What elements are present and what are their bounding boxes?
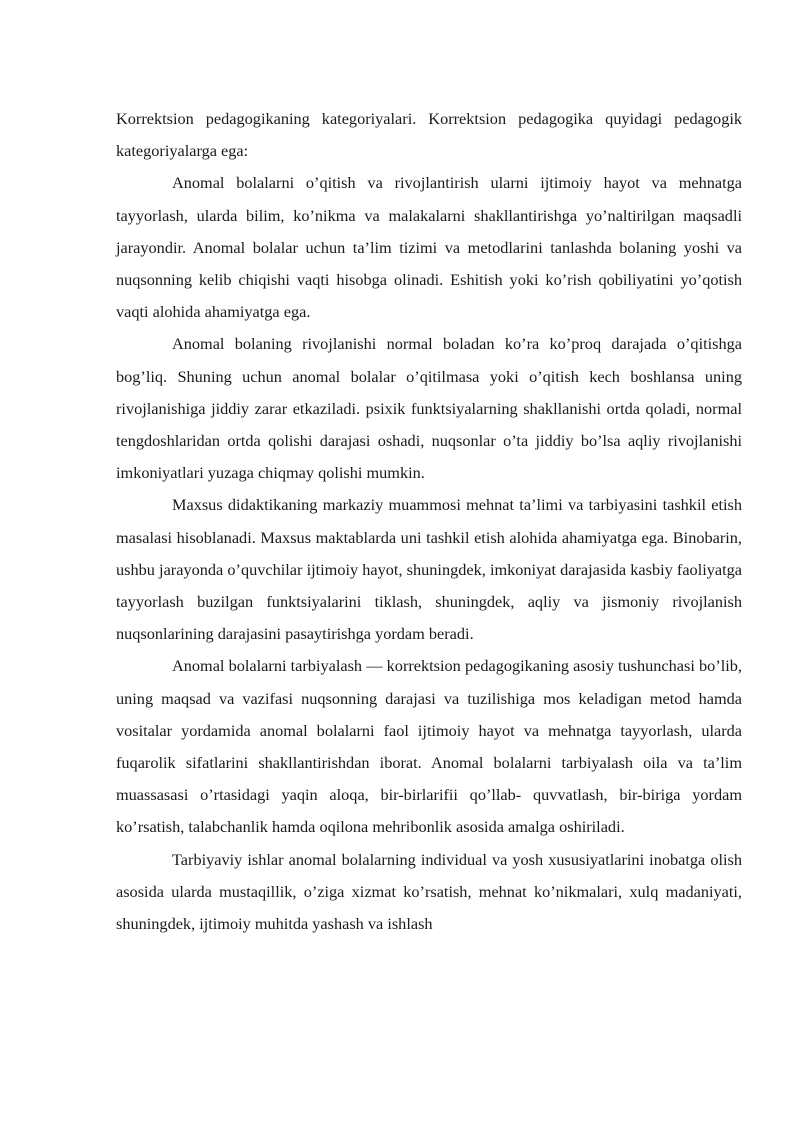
- paragraph-upbringing: Anomal bolalarni tarbiyalash — korrektsion pedagogikaning asosiy tushunchasi bo’lib, uning maqsad va vazifasi nuqsonning darajasi va tuzilishiga mos keladigan metod hamda vositalar yordamida anomal bolalarni faol ijtimoiy hayot va mehnatga tayyorlash, ularda fuqarolik sifatlarini shakllantirishdan iborat. Anomal bolalarni tarbiyalash oila va ta’lim muassasasi o’rtasidagi yaqin aloqa, bir-birlarifii qo’llab- quvvatlash, bir-biriga yordam ko’rsatish, talabchanlik hamda oqilona mehribonlik asosida amalga oshiriladi.: [116, 656, 742, 837]
- paragraph-teaching-definition: Anomal bolalarni o’qitish va rivojlantirish ularni ijtimoiy hayot va mehnatga tayyorlash, ularda bilim, ko’nikma va malakalarni shakllantirishga yo’naltirilgan maqsadli jarayondir. Anomal bolalar uchun ta’lim tizimi va metodlarini tanlashda bolaning yoshi va nuqsonning kelib chiqishi vaqti hisobga olinadi. Eshitish yoki ko’rish qobiliyatini yo’qotish vaqti alohida ahamiyatga ega.: [116, 173, 742, 322]
- paragraph-intro: Korrektsion pedagogikaning kategoriyalari. Korrektsion pedagogika quyidagi pedagogik kategoriyalarga ega:: [116, 109, 742, 161]
- paragraph-educational-work: Tarbiyaviy ishlar anomal bolalarning individual va yosh xususiyatlarini inobatga olish asosida ularda mustaqillik, o’ziga xizmat ko’rsatish, mehnat ko’nikmalari, xulq madaniyati, shuningdek, ijtimoiy muhitda yashash va ishlash: [116, 849, 742, 934]
- paragraph-development: Anomal bolaning rivojlanishi normal boladan ko’ra ko’proq darajada o’qitishga bog’liq. Shuning uchun anomal bolalar o’qitilmasa yoki o’qitish kech boshlansa uning rivojlanishiga jiddiy zarar etkaziladi. psixik funktsiyalarning shakllanishi ortda qoladi, normal tengdoshlaridan ortda qolishi darajasi oshadi, nuqsonlar o’ta jiddiy bo’lsa aqliy rivojlanishi imkoniyatlari yuzaga chiqmay qolishi mumkin.: [116, 334, 742, 483]
- paragraph-special-didactics: Maxsus didaktikaning markaziy muammosi mehnat ta’limi va tarbiyasini tashkil etish masalasi hisoblanadi. Maxsus maktablarda uni tashkil etish alohida ahamiyatga ega. Binobarin, ushbu jarayonda o’quvchilar ijtimoiy hayot, shuningdek, imkoniyat darajasida kasbiy faoliyatga tayyorlash buzilgan funktsiyalarini tiklash, shuningdek, aqliy va jismoniy rivojlanish nuqsonlarining darajasini pasaytirishga yordam beradi.: [116, 495, 742, 644]
- document-body: [116, 103, 742, 940]
